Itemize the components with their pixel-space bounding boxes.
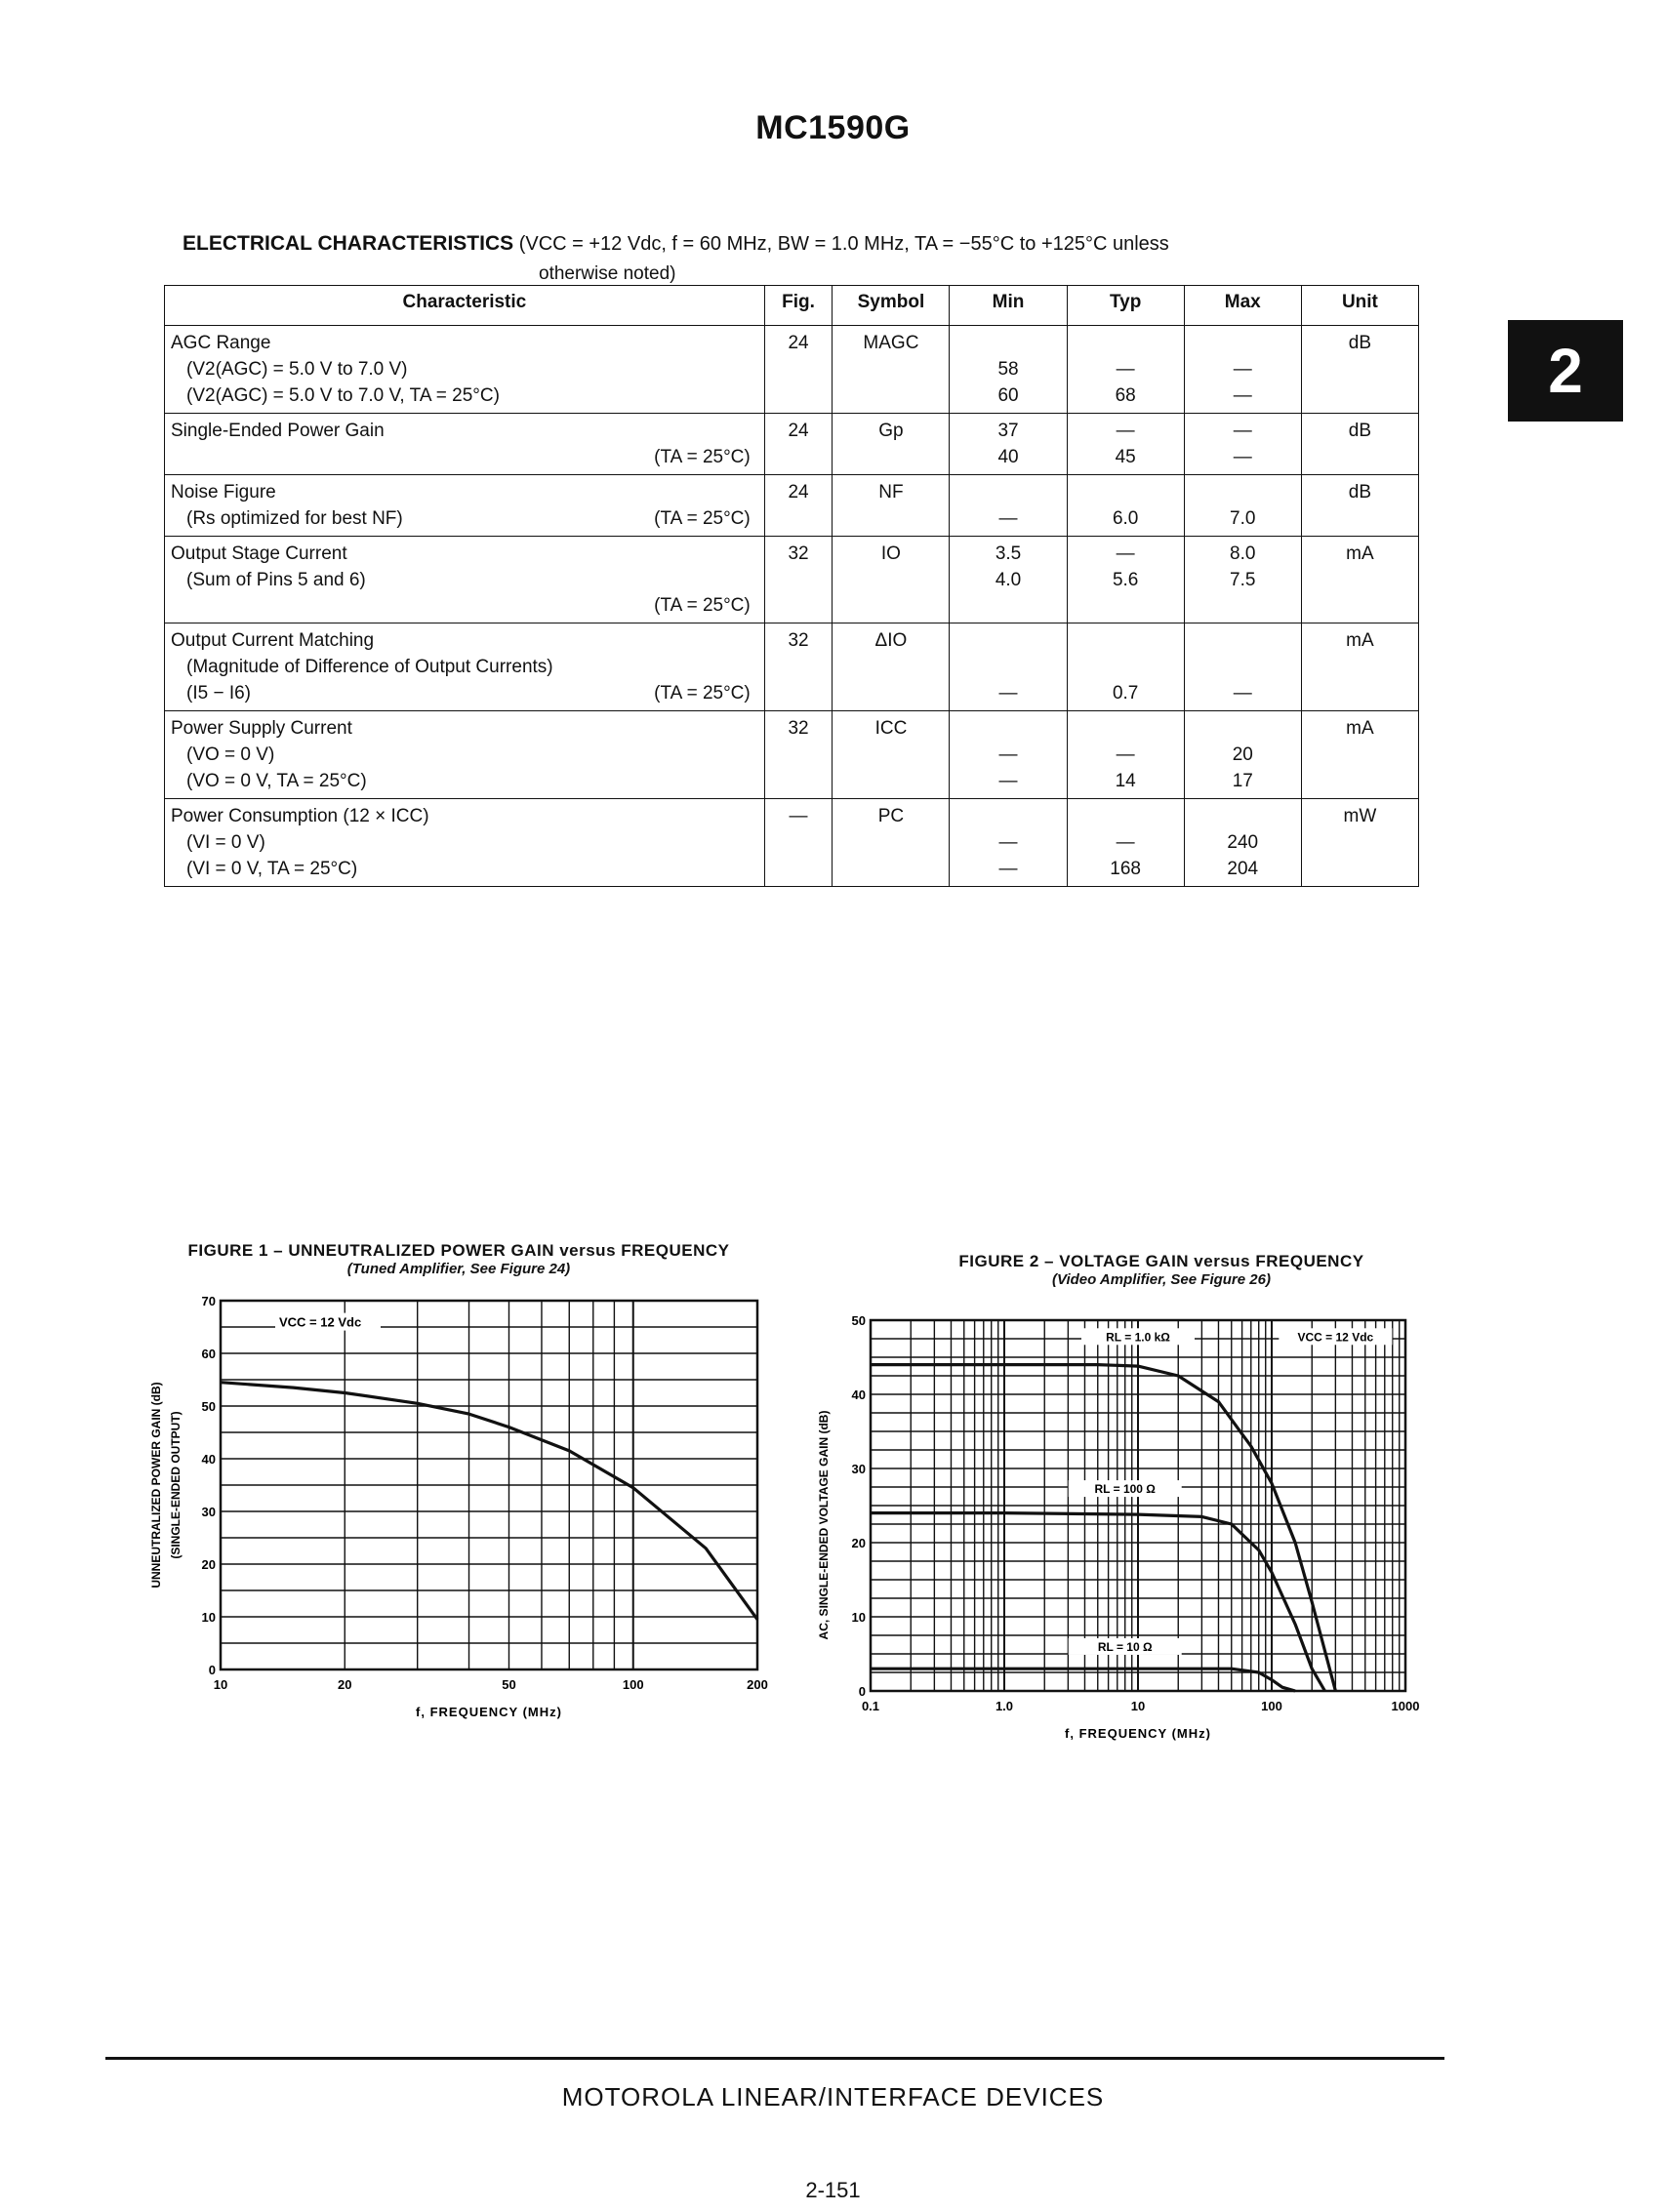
cell-min-value: 4.0 [995,570,1022,590]
characteristic-line: (VO = 0 V, TA = 25°C) [186,771,367,791]
x-tick-label: 1000 [1391,1699,1420,1713]
cell-characteristic [165,711,765,799]
cell-typ [1067,623,1184,711]
table-row [165,711,1419,799]
series-label: RL = 1.0 kΩ [1106,1330,1170,1345]
section-tab: 2 [1508,320,1623,422]
figure1-title: FIGURE 1 – UNNEUTRALIZED POWER GAIN versus FREQUENCY [187,1241,730,1260]
x-tick-label: 1.0 [995,1699,1014,1713]
cell-min-value: — [998,832,1018,853]
series-label: RL = 100 Ω [1094,1482,1156,1497]
cell-max-value: — [1233,683,1252,704]
cell-unit: mA [1301,537,1418,623]
cell-min-value: — [998,744,1018,765]
cell-typ-value: 45 [1115,447,1136,467]
cell-typ [1067,475,1184,537]
y-tick-label: 50 [201,1399,216,1414]
cell-max [1184,414,1301,475]
test-condition: (TA = 25°C) [654,508,751,529]
figure1-caption [146,1241,771,1277]
cell-characteristic [165,475,765,537]
cell-fig: 32 [764,537,833,623]
x-tick-label: 100 [1261,1699,1282,1713]
cell-typ-value: 14 [1115,771,1136,791]
page-number: 2-151 [805,2178,861,2202]
y-tick-label: 50 [851,1313,866,1328]
table-row [165,475,1419,537]
characteristic-line: (Magnitude of Difference of Output Currents) [186,657,553,677]
cell-unit: dB [1301,326,1418,414]
cell-unit: mW [1301,799,1418,887]
col-max: Max [1184,286,1301,326]
cell-typ-value: — [1116,421,1135,441]
cell-max-value: — [1233,359,1252,380]
cell-min [950,537,1067,623]
characteristic-line: (I5 − I6) [186,683,251,704]
cell-max-value: — [1233,447,1252,467]
cell-fig: 32 [764,711,833,799]
y-tick-label: 60 [201,1347,216,1361]
cell-min-value: 37 [997,421,1019,441]
figure2-chart [800,1303,1425,1766]
electrical-heading [183,232,1169,256]
cell-fig: 24 [764,475,833,537]
cell-min-value: 40 [997,447,1019,467]
characteristic-line: (V2(AGC) = 5.0 V to 7.0 V) [186,359,408,380]
cell-typ-value: 168 [1110,859,1141,879]
cell-fig: — [764,799,833,887]
cell-typ [1067,326,1184,414]
cell-max-value: 7.0 [1230,508,1256,529]
figure2-subtitle: (Video Amplifier, See Figure 26) [1052,1271,1271,1288]
table-row [165,414,1419,475]
cell-max-value: — [1233,385,1252,406]
figure1-chart [137,1293,781,1742]
y-tick-label: 40 [201,1452,216,1467]
cell-typ-value: 6.0 [1112,508,1139,529]
cell-max-value: — [1233,421,1252,441]
col-characteristic: Characteristic [165,286,765,326]
x-tick-label: 100 [622,1677,644,1692]
y-tick-label: 30 [851,1462,866,1476]
x-axis-label: f, FREQUENCY (MHz) [1065,1726,1211,1741]
y-tick-label: 70 [201,1294,216,1308]
electrical-heading-label: ELECTRICAL CHARACTERISTICS [183,232,514,255]
x-tick-label: 20 [338,1677,352,1692]
cell-unit: mA [1301,711,1418,799]
cell-characteristic [165,326,765,414]
electrical-conditions-cont: otherwise noted) [539,263,676,284]
cell-max-value: 204 [1227,859,1259,879]
cell-symbol: PC [833,799,950,887]
table-header-row [165,286,1419,326]
cell-characteristic [165,623,765,711]
cell-min-value: — [998,508,1018,529]
cell-typ-value: — [1116,359,1135,380]
vcc-annotation: VCC = 12 Vdc [279,1314,362,1330]
cell-max [1184,623,1301,711]
y-tick-label: 0 [858,1684,866,1699]
cell-min-value: 60 [997,385,1019,406]
cell-symbol: IO [833,537,950,623]
cell-fig: 24 [764,326,833,414]
col-symbol: Symbol [833,286,950,326]
cell-max [1184,475,1301,537]
cell-min [950,475,1067,537]
cell-max [1184,326,1301,414]
cell-min-value: — [998,683,1018,704]
cell-min-value: 58 [997,359,1019,380]
test-condition: (TA = 25°C) [654,447,751,467]
cell-unit: dB [1301,475,1418,537]
col-min: Min [950,286,1067,326]
cell-characteristic [165,414,765,475]
x-tick-label: 10 [1130,1699,1146,1713]
cell-max [1184,711,1301,799]
y-axis-label: UNNEUTRALIZED POWER GAIN (dB) [149,1382,163,1589]
y-tick-label: 10 [851,1610,866,1625]
x-axis-label: f, FREQUENCY (MHz) [416,1705,562,1719]
col-typ: Typ [1067,286,1184,326]
cell-max [1184,537,1301,623]
cell-max-value: 7.5 [1230,570,1256,590]
table-row [165,326,1419,414]
col-fig: Fig. [764,286,833,326]
x-tick-label: 200 [747,1677,768,1692]
cell-typ-value: — [1116,543,1135,564]
cell-fig: 24 [764,414,833,475]
cell-min [950,711,1067,799]
cell-typ-value: 68 [1115,385,1136,406]
characteristic-line: Power Consumption (12 × ICC) [171,806,429,826]
y-tick-label: 20 [201,1557,216,1572]
figure1-subtitle: (Tuned Amplifier, See Figure 24) [346,1261,571,1277]
series-label: RL = 10 Ω [1097,1639,1153,1654]
cell-typ [1067,414,1184,475]
electrical-characteristics-table [164,285,1419,887]
cell-min-value: — [998,771,1018,791]
cell-unit: dB [1301,414,1418,475]
cell-typ [1067,537,1184,623]
figure2-title: FIGURE 2 – VOLTAGE GAIN versus FREQUENCY [958,1252,1364,1270]
x-tick-label: 0.1 [861,1699,880,1713]
test-condition: (TA = 25°C) [654,595,751,616]
cell-typ-value: 5.6 [1112,570,1139,590]
characteristic-line: (VI = 0 V, TA = 25°C) [186,859,358,879]
characteristic-line: (VO = 0 V) [186,744,275,765]
cell-max [1184,799,1301,887]
characteristic-line: Output Stage Current [171,543,347,564]
y-tick-label: 30 [201,1505,216,1519]
col-unit: Unit [1301,286,1418,326]
characteristic-line: AGC Range [171,333,271,353]
footer-publisher: MOTOROLA LINEAR/INTERFACE DEVICES [561,2082,1105,2111]
cell-fig: 32 [764,623,833,711]
cell-symbol: NF [833,475,950,537]
cell-min [950,326,1067,414]
cell-typ-value: 0.7 [1112,683,1139,704]
cell-min [950,414,1067,475]
cell-max-value: 17 [1232,771,1253,791]
cell-symbol: Gp [833,414,950,475]
test-condition: (TA = 25°C) [654,683,751,704]
cell-unit: mA [1301,623,1418,711]
table-row [165,537,1419,623]
cell-min [950,623,1067,711]
cell-symbol: ICC [833,711,950,799]
characteristic-line: Noise Figure [171,482,276,503]
footer-divider [105,2057,1444,2060]
characteristic-line: (Rs optimized for best NF) [186,508,403,529]
cell-max-value: 8.0 [1230,543,1256,564]
y-tick-label: 40 [851,1388,866,1402]
cell-min-value: 3.5 [995,543,1022,564]
cell-typ [1067,799,1184,887]
characteristic-line: Single-Ended Power Gain [171,421,385,441]
page-title: MC1590G [755,109,911,146]
x-tick-label: 50 [502,1677,516,1692]
characteristic-line: (Sum of Pins 5 and 6) [186,570,366,590]
x-tick-label: 10 [213,1677,228,1692]
characteristic-line: (V2(AGC) = 5.0 V to 7.0 V, TA = 25°C) [186,385,500,406]
series-line [221,1383,757,1620]
characteristic-line: (VI = 0 V) [186,832,265,853]
characteristic-line: Power Supply Current [171,718,352,739]
cell-characteristic [165,537,765,623]
cell-typ-value: — [1116,744,1135,765]
y-tick-label: 0 [208,1663,216,1677]
cell-min-value: — [998,859,1018,879]
cell-symbol: MAGC [833,326,950,414]
table-row [165,799,1419,887]
y-axis-label-2: (SINGLE-ENDED OUTPUT) [169,1411,183,1559]
cell-typ-value: — [1116,832,1135,853]
y-tick-label: 10 [201,1610,216,1625]
y-axis-label: AC, SINGLE-ENDED VOLTAGE GAIN (dB) [817,1410,831,1640]
cell-max-value: 20 [1232,744,1253,765]
cell-symbol: ΔIO [833,623,950,711]
characteristic-line: Output Current Matching [171,630,375,651]
y-tick-label: 20 [851,1536,866,1550]
cell-typ [1067,711,1184,799]
cell-min [950,799,1067,887]
electrical-conditions: (VCC = +12 Vdc, f = 60 MHz, BW = 1.0 MHz, TA = −55°C to +125°C unless [518,233,1169,255]
cell-max-value: 240 [1227,832,1259,853]
cell-characteristic [165,799,765,887]
series-label: VCC = 12 Vdc [1297,1330,1374,1345]
table-row [165,623,1419,711]
figure2-caption [869,1252,1454,1288]
